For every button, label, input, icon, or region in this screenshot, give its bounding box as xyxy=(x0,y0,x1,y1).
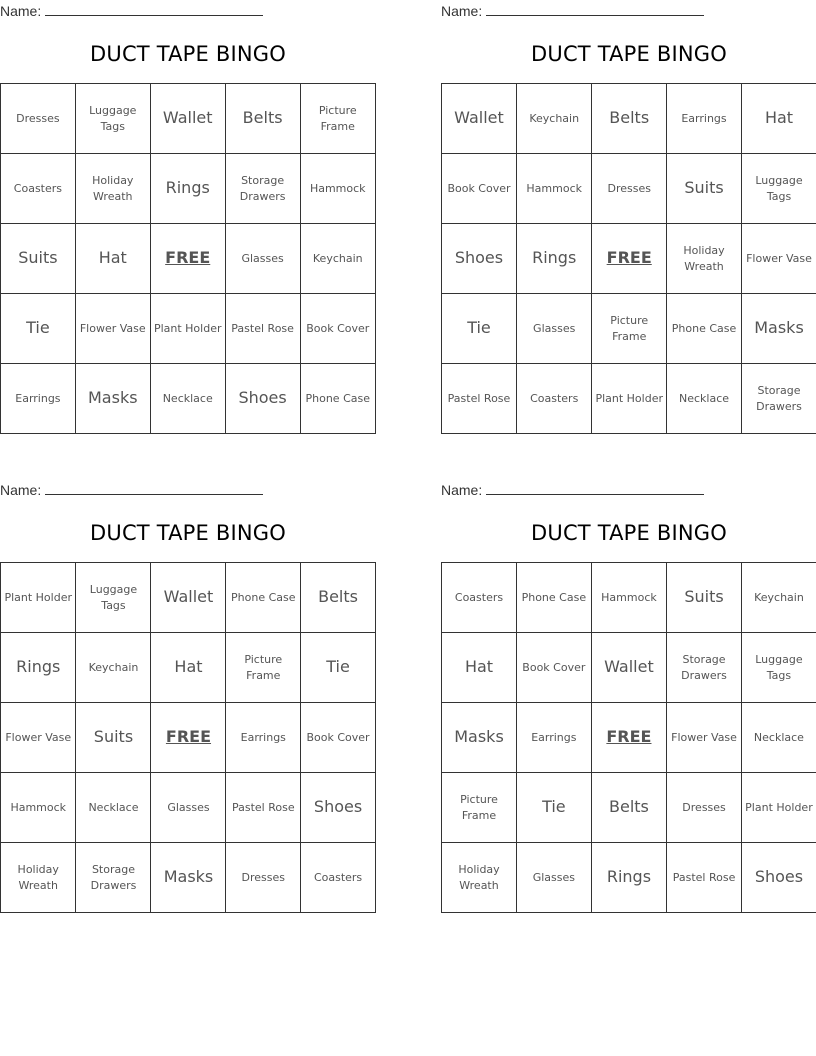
bingo-cell[interactable]: Wallet xyxy=(150,84,225,154)
bingo-cell[interactable]: Masks xyxy=(742,294,816,364)
bingo-cell[interactable]: Belts xyxy=(592,84,667,154)
bingo-cell[interactable]: Book Cover xyxy=(301,703,376,773)
bingo-row xyxy=(1,224,376,294)
bingo-row xyxy=(1,843,376,913)
bingo-cell[interactable]: Picture Frame xyxy=(226,633,301,703)
bingo-cell[interactable]: Suits xyxy=(667,563,742,633)
bingo-row xyxy=(1,84,376,154)
bingo-row xyxy=(442,294,816,364)
bingo-row xyxy=(442,843,816,913)
bingo-cell[interactable]: Masks xyxy=(151,843,226,913)
bingo-cell[interactable]: Belts xyxy=(301,563,376,633)
card-title: DUCT TAPE BINGO xyxy=(90,521,286,545)
bingo-cell[interactable]: Storage Drawers xyxy=(76,843,151,913)
bingo-cell[interactable]: Belts xyxy=(591,773,667,843)
bingo-cell[interactable]: Luggage Tags xyxy=(76,563,151,633)
free-space[interactable]: FREE xyxy=(150,224,225,294)
card-title: DUCT TAPE BINGO xyxy=(531,521,727,545)
bingo-cell[interactable]: Tie xyxy=(1,294,76,364)
bingo-cell[interactable]: Dresses xyxy=(592,154,667,224)
bingo-cell[interactable]: Phone Case xyxy=(667,294,742,364)
bingo-row xyxy=(442,773,816,843)
bingo-cell[interactable]: Suits xyxy=(667,154,742,224)
bingo-cell[interactable]: Hat xyxy=(75,224,150,294)
bingo-grid xyxy=(0,562,376,913)
bingo-row xyxy=(1,154,376,224)
bingo-cell[interactable]: Holiday Wreath xyxy=(1,843,76,913)
bingo-row xyxy=(1,294,376,364)
bingo-cell[interactable]: Picture Frame xyxy=(442,773,517,843)
bingo-cell[interactable]: Picture Frame xyxy=(300,84,375,154)
bingo-cell[interactable]: Storage Drawers xyxy=(742,364,816,434)
bingo-cell[interactable]: Holiday Wreath xyxy=(442,843,517,913)
bingo-cell[interactable]: Glasses xyxy=(516,294,591,364)
bingo-cell[interactable]: Phone Case xyxy=(517,563,592,633)
bingo-cell[interactable]: Tie xyxy=(442,294,517,364)
name-blank-line[interactable] xyxy=(45,481,263,495)
bingo-cell[interactable]: Pastel Rose xyxy=(667,843,742,913)
bingo-row xyxy=(442,633,816,703)
free-space[interactable]: FREE xyxy=(592,224,667,294)
bingo-cell[interactable]: Earrings xyxy=(517,703,592,773)
bingo-cell[interactable]: Earrings xyxy=(667,84,742,154)
bingo-cell[interactable]: Book Cover xyxy=(300,294,375,364)
bingo-cell[interactable]: Tie xyxy=(301,633,376,703)
bingo-grid xyxy=(0,83,376,434)
bingo-cell[interactable]: Masks xyxy=(442,703,517,773)
bingo-cell[interactable]: Earrings xyxy=(1,364,76,434)
bingo-cell[interactable]: Picture Frame xyxy=(592,294,667,364)
bingo-cell[interactable]: Flower Vase xyxy=(667,703,742,773)
bingo-cell[interactable]: Hammock xyxy=(516,154,591,224)
bingo-cell[interactable]: Luggage Tags xyxy=(741,633,816,703)
bingo-cell[interactable]: Rings xyxy=(516,224,591,294)
bingo-cell[interactable]: Hat xyxy=(742,84,816,154)
bingo-cell[interactable]: Storage Drawers xyxy=(225,154,300,224)
bingo-row xyxy=(442,703,816,773)
bingo-cell[interactable]: Wallet xyxy=(591,633,667,703)
bingo-cell[interactable]: Wallet xyxy=(442,84,517,154)
name-label: Name: xyxy=(441,482,483,498)
bingo-cell[interactable]: Rings xyxy=(1,633,76,703)
bingo-cell[interactable]: Keychain xyxy=(741,563,816,633)
bingo-cell[interactable]: Book Cover xyxy=(517,633,592,703)
bingo-cell[interactable]: Masks xyxy=(75,364,150,434)
bingo-cell[interactable]: Shoes xyxy=(442,224,517,294)
bingo-cell[interactable]: Dresses xyxy=(226,843,301,913)
bingo-cell[interactable]: Dresses xyxy=(667,773,742,843)
name-label: Name: xyxy=(0,482,42,498)
bingo-cell[interactable]: Storage Drawers xyxy=(667,633,742,703)
bingo-grid xyxy=(441,562,816,913)
bingo-cell[interactable]: Rings xyxy=(150,154,225,224)
name-field xyxy=(0,481,263,498)
name-field xyxy=(441,2,704,19)
bingo-cell[interactable]: Dresses xyxy=(1,84,76,154)
bingo-row xyxy=(442,224,816,294)
bingo-cell[interactable]: Rings xyxy=(591,843,667,913)
bingo-cell[interactable]: Keychain xyxy=(516,84,591,154)
bingo-cell[interactable]: Suits xyxy=(1,224,76,294)
free-space[interactable]: FREE xyxy=(151,703,226,773)
bingo-cell[interactable]: Glasses xyxy=(151,773,226,843)
bingo-cell[interactable]: Flower Vase xyxy=(75,294,150,364)
bingo-cell[interactable]: Keychain xyxy=(76,633,151,703)
bingo-cell[interactable]: Tie xyxy=(517,773,592,843)
name-field xyxy=(441,481,704,498)
bingo-cell[interactable]: Coasters xyxy=(442,563,517,633)
bingo-row xyxy=(442,364,816,434)
bingo-cell[interactable]: Hammock xyxy=(1,773,76,843)
bingo-cell[interactable]: Pastel Rose xyxy=(225,294,300,364)
bingo-cell[interactable]: Luggage Tags xyxy=(75,84,150,154)
bingo-row xyxy=(1,563,376,633)
card-title: DUCT TAPE BINGO xyxy=(90,42,286,66)
name-blank-line[interactable] xyxy=(486,2,704,16)
name-label: Name: xyxy=(0,3,42,19)
name-blank-line[interactable] xyxy=(486,481,704,495)
bingo-cell[interactable]: Holiday Wreath xyxy=(75,154,150,224)
bingo-cell[interactable]: Keychain xyxy=(300,224,375,294)
bingo-cell[interactable]: Book Cover xyxy=(442,154,517,224)
bingo-cell[interactable]: Belts xyxy=(225,84,300,154)
bingo-cell[interactable]: Pastel Rose xyxy=(442,364,517,434)
name-label: Name: xyxy=(441,3,483,19)
bingo-cell[interactable]: Hat xyxy=(151,633,226,703)
bingo-cell[interactable]: Necklace xyxy=(741,703,816,773)
bingo-cell[interactable]: Wallet xyxy=(151,563,226,633)
bingo-row xyxy=(1,633,376,703)
bingo-cell[interactable]: Shoes xyxy=(225,364,300,434)
bingo-grid xyxy=(441,83,816,434)
bingo-row xyxy=(442,563,816,633)
bingo-row xyxy=(442,84,816,154)
bingo-cell[interactable]: Necklace xyxy=(150,364,225,434)
bingo-row xyxy=(1,773,376,843)
bingo-cell[interactable]: Holiday Wreath xyxy=(667,224,742,294)
bingo-cell[interactable]: Flower Vase xyxy=(1,703,76,773)
free-space[interactable]: FREE xyxy=(591,703,667,773)
bingo-cell[interactable]: Coasters xyxy=(301,843,376,913)
bingo-cell[interactable]: Plant Holder xyxy=(150,294,225,364)
bingo-cell[interactable]: Hammock xyxy=(300,154,375,224)
bingo-cell[interactable]: Suits xyxy=(76,703,151,773)
bingo-cell[interactable]: Necklace xyxy=(667,364,742,434)
bingo-cell[interactable]: Flower Vase xyxy=(742,224,816,294)
name-blank-line[interactable] xyxy=(45,2,263,16)
bingo-cell[interactable]: Coasters xyxy=(516,364,591,434)
bingo-row xyxy=(1,364,376,434)
bingo-row xyxy=(1,703,376,773)
bingo-cell[interactable]: Earrings xyxy=(226,703,301,773)
bingo-cell[interactable]: Shoes xyxy=(301,773,376,843)
bingo-cell[interactable]: Phone Case xyxy=(300,364,375,434)
card-title: DUCT TAPE BINGO xyxy=(531,42,727,66)
bingo-cell[interactable]: Plant Holder xyxy=(592,364,667,434)
bingo-cell[interactable]: Plant Holder xyxy=(741,773,816,843)
bingo-cell[interactable]: Phone Case xyxy=(226,563,301,633)
bingo-cell[interactable]: Plant Holder xyxy=(1,563,76,633)
bingo-cell[interactable]: Pastel Rose xyxy=(226,773,301,843)
bingo-cell[interactable]: Coasters xyxy=(1,154,76,224)
bingo-cell[interactable]: Hammock xyxy=(591,563,667,633)
name-field xyxy=(0,2,263,19)
bingo-cell[interactable]: Necklace xyxy=(76,773,151,843)
bingo-cell[interactable]: Glasses xyxy=(517,843,592,913)
bingo-cell[interactable]: Hat xyxy=(442,633,517,703)
bingo-cell[interactable]: Shoes xyxy=(741,843,816,913)
bingo-cell[interactable]: Luggage Tags xyxy=(742,154,816,224)
bingo-cell[interactable]: Glasses xyxy=(225,224,300,294)
bingo-row xyxy=(442,154,816,224)
